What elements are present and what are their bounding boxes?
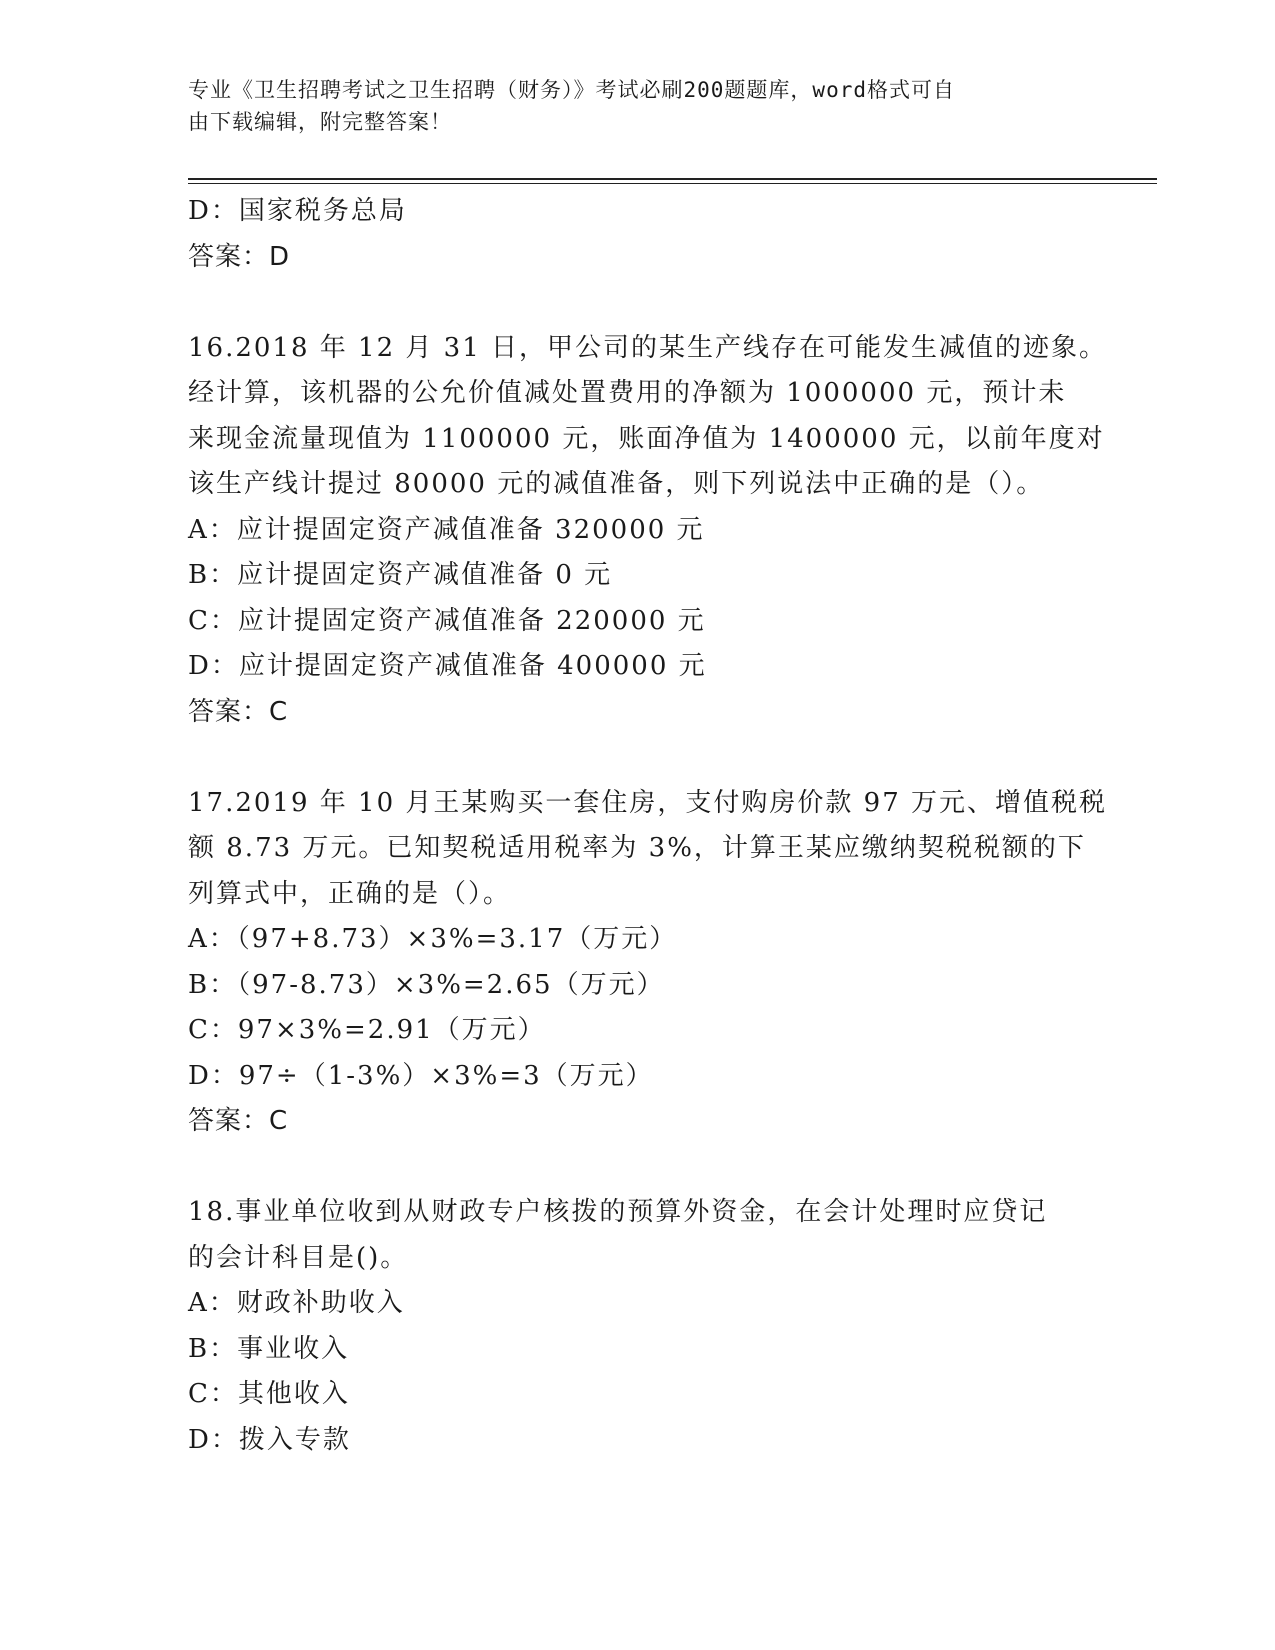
- question-text-line: 该生产线计提过 80000 元的减值准备，则下列说法中正确的是（）。: [188, 469, 1045, 499]
- option-d: D：拨入专款: [188, 1424, 351, 1455]
- answer: 答案：C: [188, 1106, 289, 1136]
- option-d: D：应计提固定资产减值准备 400000 元: [188, 651, 707, 681]
- option-a: A：应计提固定资产减值准备 320000 元: [188, 514, 705, 545]
- header-divider-thick: [188, 178, 1157, 180]
- page-header: [188, 74, 1068, 138]
- question-text-line: 来现金流量现值为 1100000 元，账面净值为 1400000 元，以前年度对: [188, 423, 1105, 454]
- question-content: [188, 189, 1108, 1463]
- question-text-line: 18.事业单位收到从财政专户核拨的预算外资金，在会计处理时应贷记: [188, 1197, 1048, 1227]
- question-text-line: 17.2019 年 10 月王某购买一套住房，支付购房价款 97 万元、增值税税: [188, 787, 1108, 818]
- option-a: A：（97+8.73）×3%=3.17（万元）: [188, 924, 678, 954]
- option-b: B：应计提固定资产减值准备 0 元: [188, 560, 613, 590]
- option-b: B：事业收入: [188, 1333, 350, 1364]
- header-line-1: 专业《卫生招聘考试之卫生招聘（财务）》考试必刷200题题库，word格式可自: [188, 78, 955, 102]
- option-c: C：97×3%=2.91（万元）: [188, 1015, 546, 1045]
- spacer: [188, 280, 1088, 326]
- question-text-line: 经计算，该机器的公允价值减处置费用的净额为 1000000 元，预计未: [188, 378, 1067, 408]
- header-divider-thin: [188, 183, 1157, 184]
- question-16: [188, 326, 1108, 736]
- spacer: [188, 735, 1088, 781]
- option-d: D：97÷（1-3%）×3%=3（万元）: [188, 1060, 654, 1091]
- prev-option-d: D：国家税务总局: [188, 196, 407, 226]
- question-text-line: 的会计科目是()。: [188, 1242, 409, 1273]
- answer: 答案：C: [188, 696, 289, 727]
- question-text-line: 额 8.73 万元。已知契税适用税率为 3%，计算王某应缴纳契税税额的下: [188, 833, 1086, 863]
- option-c: C：应计提固定资产减值准备 220000 元: [188, 605, 706, 636]
- question-text-line: 16.2018 年 12 月 31 日，甲公司的某生产线存在可能发生减值的迹象。: [188, 332, 1108, 363]
- option-a: A：财政补助收入: [188, 1288, 405, 1318]
- question-text-line: 列算式中，正确的是（）。: [188, 878, 512, 909]
- question-17: [188, 781, 1108, 1145]
- spacer: [188, 1145, 1088, 1191]
- option-c: C：其他收入: [188, 1379, 350, 1409]
- option-b: B：（97-8.73）×3%=2.65（万元）: [188, 969, 665, 1000]
- prev-answer: 答案：D: [188, 241, 291, 272]
- header-line-2: 由下载编辑，附完整答案！: [188, 110, 452, 134]
- question-18: [188, 1190, 1088, 1463]
